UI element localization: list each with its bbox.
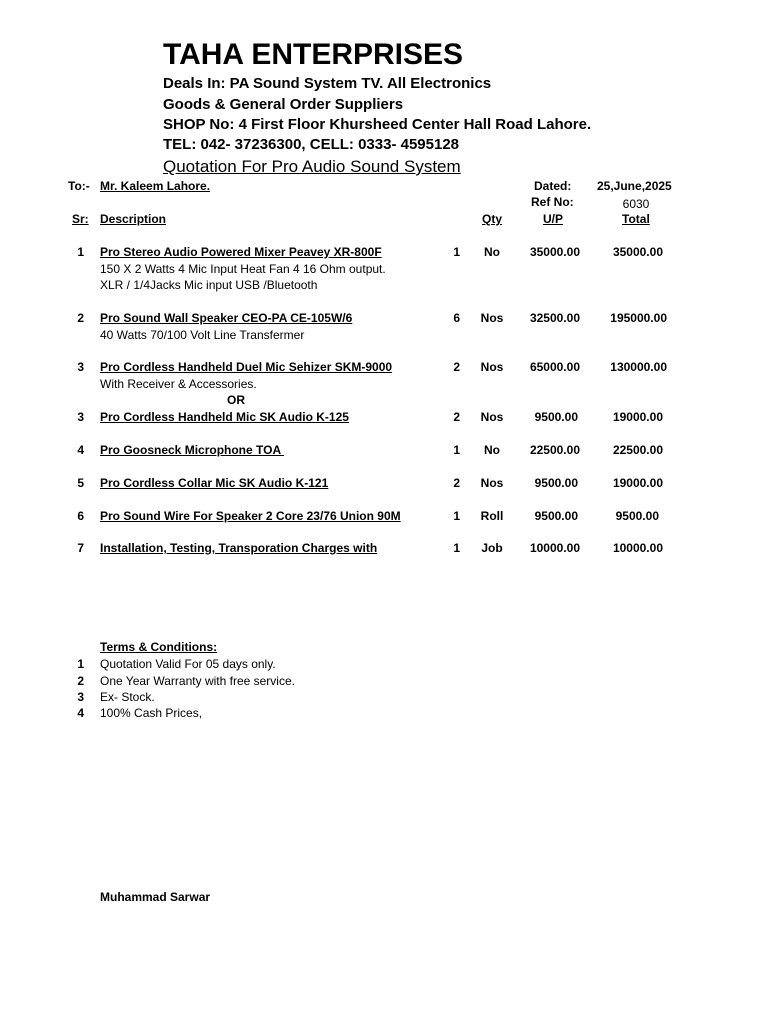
row-title: Pro Stereo Audio Powered Mixer Peavey XR-800F: [100, 245, 382, 259]
term-number: 2: [77, 674, 84, 688]
row-desc: With Receiver & Accessories.: [100, 377, 257, 391]
row-qty: 2: [453, 410, 460, 424]
term-text: 100% Cash Prices,: [100, 706, 203, 720]
to-label: To:-: [68, 179, 90, 193]
row-total: 9500.00: [615, 509, 659, 523]
company-suppliers-line: Goods & General Order Suppliers: [163, 96, 404, 113]
header-qty: Qty: [482, 212, 503, 226]
row-up: 32500.00: [529, 311, 580, 325]
row-up: 22500.00: [529, 443, 580, 457]
row-unit: Nos: [480, 311, 504, 325]
row-qty: 1: [453, 541, 460, 555]
row-total: 130000.00: [610, 360, 667, 374]
term-number: 4: [77, 706, 84, 720]
terms-title: Terms & Conditions:: [100, 640, 218, 654]
row-qty: 2: [453, 360, 460, 374]
row-total: 19000.00: [612, 410, 663, 424]
row-up: 9500.00: [534, 509, 578, 523]
row-title: Pro Cordless Collar Mic SK Audio K-121: [100, 476, 329, 490]
term-number: 1: [77, 657, 84, 671]
header-sr: Sr:: [72, 212, 89, 226]
company-deals-line: Deals In: PA Sound System TV. All Electronics: [163, 75, 492, 92]
term-text: Ex- Stock.: [100, 690, 155, 704]
row-unit: Job: [481, 541, 503, 555]
ref-label: Ref No:: [531, 195, 574, 209]
row-total: 19000.00: [612, 476, 663, 490]
row-unit: Nos: [480, 476, 504, 490]
header-up: U/P: [543, 212, 564, 226]
term-number: 3: [77, 690, 84, 704]
row-desc: 150 X 2 Watts 4 Mic Input Heat Fan 4 16 Ohm output.: [100, 262, 386, 276]
row-title: Pro Sound Wire For Speaker 2 Core 23/76 Union 90M: [100, 509, 401, 523]
company-address: SHOP No: 4 First Floor Khursheed Center Hall Road Lahore.: [163, 116, 592, 133]
row-up: 65000.00: [529, 360, 580, 374]
row-sr: 2: [77, 311, 84, 325]
row-total: 35000.00: [612, 245, 663, 259]
row-qty: 6: [453, 311, 460, 325]
row-sr: 5: [77, 476, 84, 490]
header-total: Total: [622, 212, 650, 226]
row-total: 10000.00: [612, 541, 663, 555]
row-unit: No: [484, 443, 500, 457]
company-name: TAHA ENTERPRISES: [163, 38, 464, 71]
row-qty: 1: [453, 443, 460, 457]
to-name: Mr. Kaleem Lahore.: [100, 179, 211, 193]
row-unit: Roll: [480, 509, 504, 523]
row-desc: XLR / 1/4Jacks Mic input USB /Bluetooth: [100, 278, 318, 292]
ref-value: 6030: [622, 197, 650, 211]
company-contact: TEL: 042- 37236300, CELL: 0333- 4595128: [163, 136, 460, 153]
row-title: Pro Goosneck Microphone TOA: [100, 443, 285, 457]
row-title: Pro Cordless Handheld Duel Mic Sehizer SKM-9000: [100, 360, 393, 374]
or-separator: OR: [227, 393, 245, 407]
row-title: Installation, Testing, Transporation Charges with: [100, 541, 378, 555]
row-unit: Nos: [480, 360, 504, 374]
row-qty: 1: [453, 245, 460, 259]
header-description: Description: [100, 212, 167, 226]
row-sr: 1: [77, 245, 84, 259]
row-title: Pro Cordless Handheld Mic SK Audio K-125: [100, 410, 349, 424]
quotation-title: Quotation For Pro Audio Sound System: [163, 157, 461, 176]
row-up: 10000.00: [529, 541, 580, 555]
row-sr: 4: [77, 443, 84, 457]
signature-name: Muhammad Sarwar: [100, 890, 211, 904]
row-sr: 3: [77, 410, 84, 424]
row-sr: 6: [77, 509, 84, 523]
row-sr: 7: [77, 541, 84, 555]
row-total: 195000.00: [610, 311, 667, 325]
row-up: 9500.00: [534, 476, 578, 490]
row-qty: 1: [453, 509, 460, 523]
row-qty: 2: [453, 476, 460, 490]
row-unit: No: [484, 245, 500, 259]
term-text: One Year Warranty with free service.: [100, 674, 295, 688]
row-total: 22500.00: [612, 443, 663, 457]
term-text: Quotation Valid For 05 days only.: [100, 657, 276, 671]
dated-value: 25,June,2025: [597, 179, 672, 193]
row-up: 35000.00: [529, 245, 580, 259]
row-title: Pro Sound Wall Speaker CEO-PA CE-105W/6: [100, 311, 353, 325]
row-desc: 40 Watts 70/100 Volt Line Transfermer: [100, 328, 305, 342]
row-up: 9500.00: [534, 410, 578, 424]
row-sr: 3: [77, 360, 84, 374]
row-unit: Nos: [480, 410, 504, 424]
